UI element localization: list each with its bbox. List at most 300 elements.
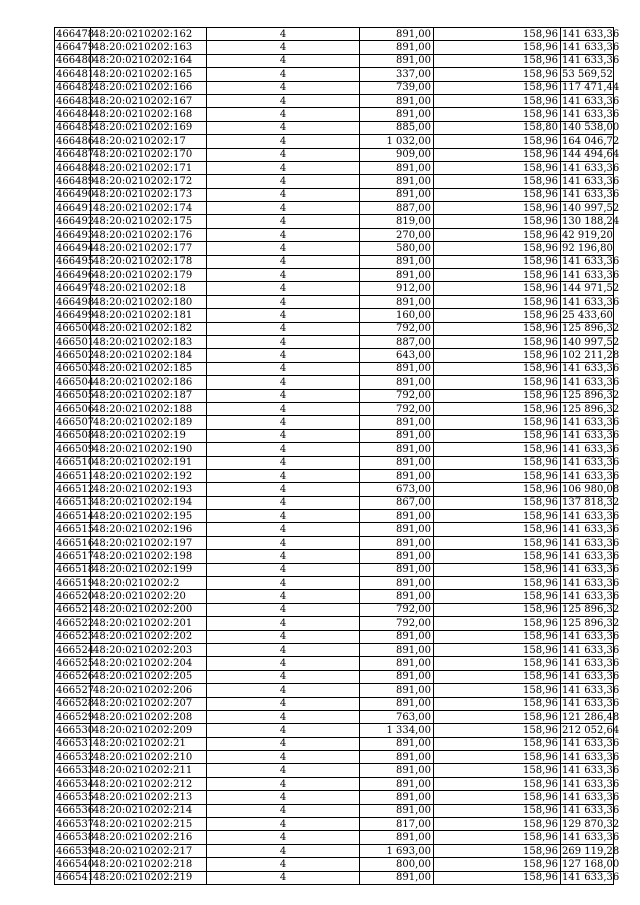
row-id: 466489: [56, 175, 95, 187]
total-value: 106 980,08: [562, 483, 620, 495]
total-value: 141 633,36: [562, 363, 620, 375]
cadastral-number: 48:20:0210202:183: [91, 335, 207, 348]
cadastral-number: 48:20:0210202:17: [91, 135, 207, 148]
rate-value: 158,96: [434, 737, 561, 750]
rate-value: 158,96: [434, 536, 561, 549]
area-value: 891,00: [360, 41, 434, 54]
rate-value: 158,96: [434, 54, 561, 67]
cadastral-number: 48:20:0210202:208: [91, 710, 207, 723]
total-value: 121 286,48: [562, 711, 620, 723]
category-code: 4: [207, 295, 360, 308]
row-id: 466494: [56, 242, 95, 254]
total-value: 53 569,52: [562, 68, 613, 80]
cadastral-number: 48:20:0210202:212: [91, 777, 207, 790]
category-code: 4: [207, 161, 360, 174]
total-value: 140 997,52: [562, 336, 620, 348]
category-code: 4: [207, 510, 360, 523]
area-value: 819,00: [360, 215, 434, 228]
area-value: 160,00: [360, 309, 434, 322]
total-value: 141 633,36: [562, 55, 620, 67]
category-code: 4: [207, 54, 360, 67]
table-row: [55, 202, 614, 215]
total-value: 92 196,80: [562, 242, 613, 254]
table-row: [55, 536, 614, 549]
total-value: 125 896,32: [562, 617, 620, 629]
cadastral-number: 48:20:0210202:171: [91, 161, 207, 174]
table-row: [55, 349, 614, 362]
area-value: 891,00: [360, 28, 434, 41]
document-page: [54, 27, 620, 885]
table-row: [55, 871, 614, 884]
table-row: [55, 389, 614, 402]
table-row: [55, 510, 614, 523]
row-id: 466530: [56, 725, 95, 736]
area-value: 891,00: [360, 630, 434, 643]
table-row: [55, 643, 614, 656]
rate-value: 158,96: [434, 684, 561, 697]
area-value: 891,00: [360, 777, 434, 790]
rate-value: 158,96: [434, 175, 561, 188]
total-value: 144 971,52: [562, 283, 620, 295]
table-row: [55, 416, 614, 429]
category-code: 4: [207, 429, 360, 442]
row-id: 466488: [56, 162, 95, 174]
table-row: [55, 161, 614, 174]
category-code: 4: [207, 108, 360, 121]
rate-value: 158,96: [434, 242, 561, 255]
table-row: [55, 764, 614, 777]
table-row: [55, 429, 614, 442]
category-code: 4: [207, 643, 360, 656]
row-id: 466533: [56, 765, 95, 777]
row-id: 466526: [56, 671, 95, 683]
table-row: [55, 41, 614, 54]
table-row: [55, 777, 614, 790]
cadastral-number: 48:20:0210202:187: [91, 389, 207, 402]
table-row: [55, 523, 614, 536]
row-id: 466513: [56, 497, 95, 509]
table-row: [55, 242, 614, 255]
cadastral-number: 48:20:0210202:191: [91, 456, 207, 469]
table-row: [55, 309, 614, 322]
category-code: 4: [207, 630, 360, 643]
rate-value: 158,96: [434, 791, 561, 804]
cadastral-number: 48:20:0210202:198: [91, 550, 207, 563]
total-value: 269 119,28: [562, 845, 620, 857]
row-id: 466538: [56, 832, 95, 844]
area-value: 891,00: [360, 510, 434, 523]
total-value: 141 633,36: [562, 778, 620, 790]
rate-value: 158,96: [434, 630, 561, 643]
table-row: [55, 175, 614, 188]
cadastral-number: 48:20:0210202:178: [91, 255, 207, 268]
row-id: 466506: [56, 403, 95, 415]
category-code: 4: [207, 349, 360, 362]
row-id: 466531: [56, 738, 95, 750]
category-code: 4: [207, 590, 360, 603]
area-value: 891,00: [360, 362, 434, 375]
area-value: 817,00: [360, 818, 434, 831]
category-code: 4: [207, 322, 360, 335]
rate-value: 158,96: [434, 108, 561, 121]
category-code: 4: [207, 416, 360, 429]
cadastral-number: 48:20:0210202:19: [91, 429, 207, 442]
total-value: 25 433,60: [562, 309, 613, 321]
row-id: 466507: [56, 417, 95, 429]
total-value: 125 896,32: [562, 604, 620, 616]
area-value: 891,00: [360, 54, 434, 67]
total-value: 141 633,36: [562, 296, 620, 308]
area-value: 891,00: [360, 577, 434, 590]
area-value: 891,00: [360, 295, 434, 308]
total-value: 141 633,36: [562, 162, 620, 174]
area-value: 891,00: [360, 94, 434, 107]
table-row: [55, 617, 614, 630]
category-code: 4: [207, 41, 360, 54]
total-value: 141 633,36: [562, 510, 620, 522]
rate-value: 158,96: [434, 858, 561, 871]
row-id: 466518: [56, 564, 95, 576]
rate-value: 158,96: [434, 161, 561, 174]
rate-value: 158,96: [434, 188, 561, 201]
rate-value: 158,96: [434, 724, 561, 737]
cadastral-number: 48:20:0210202:180: [91, 295, 207, 308]
rate-value: 158,96: [434, 349, 561, 362]
area-value: 891,00: [360, 737, 434, 750]
cadastral-number: 48:20:0210202:215: [91, 818, 207, 831]
total-value: 125 896,32: [562, 323, 620, 335]
row-id: 466540: [56, 858, 95, 870]
table-row: [55, 228, 614, 241]
row-id: 466483: [56, 95, 95, 107]
cadastral-number: 48:20:0210202:218: [91, 858, 207, 871]
table-row: [55, 443, 614, 456]
area-value: 270,00: [360, 228, 434, 241]
total-value: 140 538,00: [562, 122, 620, 134]
cadastral-number: 48:20:0210202:219: [91, 871, 207, 884]
table-row: [55, 818, 614, 831]
area-value: 912,00: [360, 282, 434, 295]
area-value: 643,00: [360, 349, 434, 362]
area-value: 891,00: [360, 416, 434, 429]
table-row: [55, 550, 614, 563]
total-value: 141 633,36: [562, 577, 620, 589]
total-value: 141 633,36: [562, 376, 620, 388]
table-row: [55, 483, 614, 496]
category-code: 4: [207, 443, 360, 456]
category-code: 4: [207, 791, 360, 804]
total-value: 141 633,36: [562, 832, 620, 844]
rate-value: 158,96: [434, 550, 561, 563]
category-code: 4: [207, 469, 360, 482]
category-code: 4: [207, 335, 360, 348]
rate-value: 158,96: [434, 577, 561, 590]
area-value: 891,00: [360, 751, 434, 764]
area-value: 891,00: [360, 550, 434, 563]
cadastral-number: 48:20:0210202:216: [91, 831, 207, 844]
category-code: 4: [207, 818, 360, 831]
row-id: 466528: [56, 698, 95, 710]
category-code: 4: [207, 94, 360, 107]
cadastral-number: 48:20:0210202:172: [91, 175, 207, 188]
row-id: 466502: [56, 350, 95, 362]
row-id: 466541: [56, 872, 95, 884]
cadastral-number: 48:20:0210202:200: [91, 603, 207, 616]
cadastral-number: 48:20:0210202:165: [91, 68, 207, 81]
category-code: 4: [207, 858, 360, 871]
area-value: 891,00: [360, 536, 434, 549]
row-id: 466512: [56, 483, 95, 495]
table-row: [55, 657, 614, 670]
category-code: 4: [207, 135, 360, 148]
row-id: 466535: [56, 791, 95, 803]
area-value: 909,00: [360, 148, 434, 161]
category-code: 4: [207, 121, 360, 134]
total-value: 141 633,36: [562, 564, 620, 576]
table-row: [55, 335, 614, 348]
cadastral-number: 48:20:0210202:182: [91, 322, 207, 335]
cadastral-number: 48:20:0210202:20: [91, 590, 207, 603]
area-value: 867,00: [360, 496, 434, 509]
table-row: [55, 469, 614, 482]
row-id: 466525: [56, 658, 95, 670]
category-code: 4: [207, 737, 360, 750]
rate-value: 158,96: [434, 777, 561, 790]
cadastral-number: 48:20:0210202:192: [91, 469, 207, 482]
total-value: 117 471,44: [562, 82, 620, 94]
category-code: 4: [207, 751, 360, 764]
row-id: 466520: [56, 591, 95, 603]
total-value: 141 633,36: [562, 631, 620, 643]
rate-value: 158,96: [434, 456, 561, 469]
row-id: 466516: [56, 537, 95, 549]
category-code: 4: [207, 148, 360, 161]
category-code: 4: [207, 536, 360, 549]
category-code: 4: [207, 603, 360, 616]
rate-value: 158,96: [434, 416, 561, 429]
row-id: 466517: [56, 550, 95, 562]
area-value: 891,00: [360, 871, 434, 884]
cadastral-number: 48:20:0210202:186: [91, 376, 207, 389]
row-id: 466478: [56, 28, 95, 40]
area-value: 891,00: [360, 670, 434, 683]
rate-value: 158,96: [434, 402, 561, 415]
rate-value: 158,96: [434, 135, 561, 148]
table-row: [55, 844, 614, 857]
area-value: 891,00: [360, 764, 434, 777]
rate-value: 158,96: [434, 68, 561, 81]
cadastral-number: 48:20:0210202:179: [91, 269, 207, 282]
area-value: 891,00: [360, 456, 434, 469]
area-value: 891,00: [360, 161, 434, 174]
cadastral-number: 48:20:0210202:162: [91, 28, 207, 41]
category-code: 4: [207, 670, 360, 683]
cadastral-number: 48:20:0210202:176: [91, 228, 207, 241]
table-row: [55, 831, 614, 844]
total-value: 141 633,36: [562, 95, 620, 107]
category-code: 4: [207, 804, 360, 817]
table-row: [55, 295, 614, 308]
area-value: 792,00: [360, 617, 434, 630]
area-value: 891,00: [360, 443, 434, 456]
row-id: 466503: [56, 363, 95, 375]
total-value: 141 633,36: [562, 765, 620, 777]
category-code: 4: [207, 617, 360, 630]
category-code: 4: [207, 550, 360, 563]
total-value: 141 633,36: [562, 430, 620, 442]
area-value: 673,00: [360, 483, 434, 496]
cadastral-number: 48:20:0210202:168: [91, 108, 207, 121]
rate-value: 158,96: [434, 657, 561, 670]
table-row: [55, 858, 614, 871]
row-id: 466481: [56, 68, 95, 80]
cadastral-number: 48:20:0210202:181: [91, 309, 207, 322]
cadastral-number: 48:20:0210202:18: [91, 282, 207, 295]
area-value: 891,00: [360, 831, 434, 844]
total-value: 141 633,36: [562, 189, 620, 201]
table-row: [55, 724, 614, 737]
rate-value: 158,96: [434, 643, 561, 656]
row-id: 466514: [56, 510, 95, 522]
cadastral-number: 48:20:0210202:207: [91, 697, 207, 710]
category-code: 4: [207, 215, 360, 228]
total-value: 141 633,36: [562, 698, 620, 710]
category-code: 4: [207, 242, 360, 255]
total-value: 102 211,28: [562, 350, 620, 362]
rate-value: 158,96: [434, 309, 561, 322]
area-value: 337,00: [360, 68, 434, 81]
category-code: 4: [207, 255, 360, 268]
rate-value: 158,96: [434, 81, 561, 94]
row-id: 466527: [56, 684, 95, 696]
table-row: [55, 269, 614, 282]
row-id: 466510: [56, 457, 95, 469]
row-id: 466501: [56, 336, 95, 348]
cadastral-number: 48:20:0210202:175: [91, 215, 207, 228]
row-id: 466539: [56, 845, 95, 857]
category-code: 4: [207, 764, 360, 777]
area-value: 887,00: [360, 335, 434, 348]
cadastral-number: 48:20:0210202:214: [91, 804, 207, 817]
rate-value: 158,96: [434, 483, 561, 496]
row-id: 466487: [56, 149, 95, 161]
parcels-table-body: [55, 28, 620, 885]
cadastral-number: 48:20:0210202:189: [91, 416, 207, 429]
rate-value: 158,96: [434, 376, 561, 389]
category-code: 4: [207, 376, 360, 389]
rate-value: 158,96: [434, 148, 561, 161]
rate-value: 158,96: [434, 818, 561, 831]
total-value: 141 633,36: [562, 457, 620, 469]
area-value: 1 334,00: [360, 724, 434, 737]
total-value: 164 046,72: [562, 135, 620, 147]
area-value: 891,00: [360, 108, 434, 121]
row-id: 466536: [56, 805, 95, 817]
table-row: [55, 577, 614, 590]
cadastral-number: 48:20:0210202:209: [91, 724, 207, 737]
total-value: 141 633,36: [562, 591, 620, 603]
total-value: 141 633,36: [562, 175, 620, 187]
table-row: [55, 255, 614, 268]
rate-value: 158,96: [434, 523, 561, 536]
total-value: 212 052,64: [562, 725, 620, 736]
row-id: 466490: [56, 189, 95, 201]
row-id: 466515: [56, 524, 95, 536]
row-id: 466508: [56, 430, 95, 442]
rate-value: 158,96: [434, 697, 561, 710]
rate-value: 158,96: [434, 335, 561, 348]
total-value: 144 494,64: [562, 149, 620, 161]
parcels-table: [54, 27, 620, 885]
total-value: 141 633,36: [562, 417, 620, 429]
area-value: 891,00: [360, 684, 434, 697]
rate-value: 158,96: [434, 202, 561, 215]
total-value: 125 896,32: [562, 390, 620, 402]
rate-value: 158,96: [434, 603, 561, 616]
row-id: 466491: [56, 202, 95, 214]
rate-value: 158,96: [434, 670, 561, 683]
rate-value: 158,96: [434, 41, 561, 54]
cadastral-number: 48:20:0210202:202: [91, 630, 207, 643]
rate-value: 158,96: [434, 362, 561, 375]
total-value: 141 633,36: [562, 470, 620, 482]
cadastral-number: 48:20:0210202:170: [91, 148, 207, 161]
row-id: 466499: [56, 309, 95, 321]
category-code: 4: [207, 563, 360, 576]
table-row: [55, 496, 614, 509]
rate-value: 158,96: [434, 94, 561, 107]
category-code: 4: [207, 202, 360, 215]
total-value: 141 633,36: [562, 550, 620, 562]
row-id: 466529: [56, 711, 95, 723]
area-value: 580,00: [360, 242, 434, 255]
row-id: 466480: [56, 55, 95, 67]
total-value: 141 633,36: [562, 524, 620, 536]
row-id: 466498: [56, 296, 95, 308]
row-id: 466524: [56, 644, 95, 656]
cadastral-number: 48:20:0210202:173: [91, 188, 207, 201]
rate-value: 158,96: [434, 228, 561, 241]
rate-value: 158,96: [434, 764, 561, 777]
table-row: [55, 54, 614, 67]
total-value: 130 188,24: [562, 216, 620, 228]
rate-value: 158,96: [434, 215, 561, 228]
total-value: 129 870,32: [562, 818, 620, 830]
category-code: 4: [207, 175, 360, 188]
row-id: 466509: [56, 443, 95, 455]
cadastral-number: 48:20:0210202:177: [91, 242, 207, 255]
total-value: 140 997,52: [562, 202, 620, 214]
rate-value: 158,96: [434, 510, 561, 523]
category-code: 4: [207, 496, 360, 509]
table-row: [55, 791, 614, 804]
row-id: 466532: [56, 751, 95, 763]
rate-value: 158,96: [434, 563, 561, 576]
area-value: 891,00: [360, 469, 434, 482]
table-row: [55, 402, 614, 415]
table-row: [55, 108, 614, 121]
category-code: 4: [207, 228, 360, 241]
category-code: 4: [207, 684, 360, 697]
rate-value: 158,96: [434, 617, 561, 630]
category-code: 4: [207, 710, 360, 723]
category-code: 4: [207, 188, 360, 201]
category-code: 4: [207, 68, 360, 81]
area-value: 792,00: [360, 322, 434, 335]
area-value: 891,00: [360, 376, 434, 389]
row-id: 466534: [56, 778, 95, 790]
cadastral-number: 48:20:0210202:163: [91, 41, 207, 54]
